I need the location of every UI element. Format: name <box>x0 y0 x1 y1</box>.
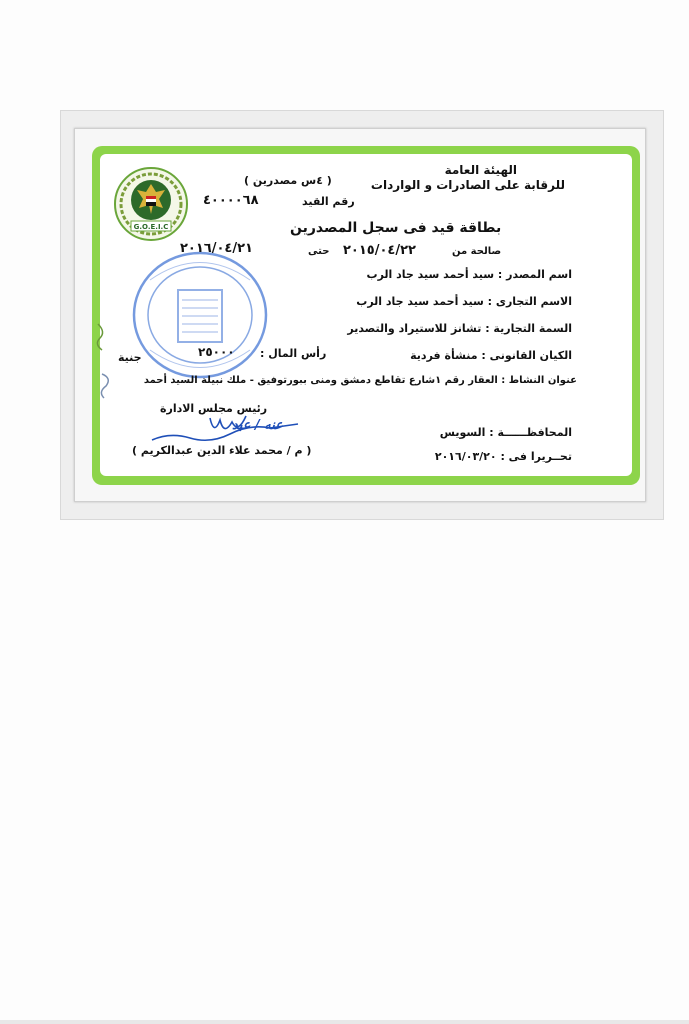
capital-value: ٢٥٠٠٠ <box>198 345 235 359</box>
currency-label: جنية <box>118 351 142 364</box>
seal-text: G.O.E.I.C <box>133 223 169 231</box>
signatory-name: ( م / محمد علاء الدين عبدالكريم ) <box>132 444 312 457</box>
margin-pen-mark-icon <box>92 320 120 400</box>
official-blue-stamp-icon <box>130 250 270 380</box>
activity-address-field: عنوان النشاط : العقار رقم ١شارع تقاطع دمشق ومنى ببورتوفيق - ملك نبيلة السيد أحمد <box>143 375 577 386</box>
capital-label: رأس المال : <box>260 347 327 360</box>
valid-to-date: ٢٠١٦/٠٤/٢١ <box>180 241 253 256</box>
authority-name-line1: الهيئة العامة <box>444 163 517 177</box>
registration-number: ٤٠٠٠٠٦٨ <box>203 193 259 208</box>
trade-name-field: الاسم التجارى : سيد أحمد سيد جاد الرب <box>356 295 572 308</box>
valid-from-date: ٢٠١٥/٠٤/٢٢ <box>343 243 416 258</box>
exporter-name-field: اسم المصدر : سيد أحمد سيد جاد الرب <box>366 268 572 281</box>
authority-name-line2: للرقابة على الصادرات و الواردات <box>370 178 565 192</box>
issue-date-field: تحــريرا فى : ٢٠١٦/٠٣/٢٠ <box>434 450 572 463</box>
valid-to-label: حتى <box>308 246 330 257</box>
legal-entity-field: الكيان القانونى : منشأة فردية <box>410 349 572 362</box>
valid-from-label: صالحة من <box>452 246 502 257</box>
governorate-field: المحافظــــــة : السويس <box>439 426 572 439</box>
exporters-code-label: ( ٤س مصدرين ) <box>244 174 332 187</box>
trade-mark-field: السمة التجارية : تشانز للاستيراد والتصدير <box>347 322 572 335</box>
signature-handwriting: عنه / عبد <box>232 418 283 433</box>
egypt-eagle-seal-icon <box>113 166 189 242</box>
registration-number-label: رقم القيد <box>302 195 355 208</box>
signatory-title: رئيس مجلس الادارة <box>160 402 268 415</box>
page-bottom-edge <box>0 1020 689 1024</box>
card-title: بطاقة قيد فى سجل المصدرين <box>290 220 502 236</box>
